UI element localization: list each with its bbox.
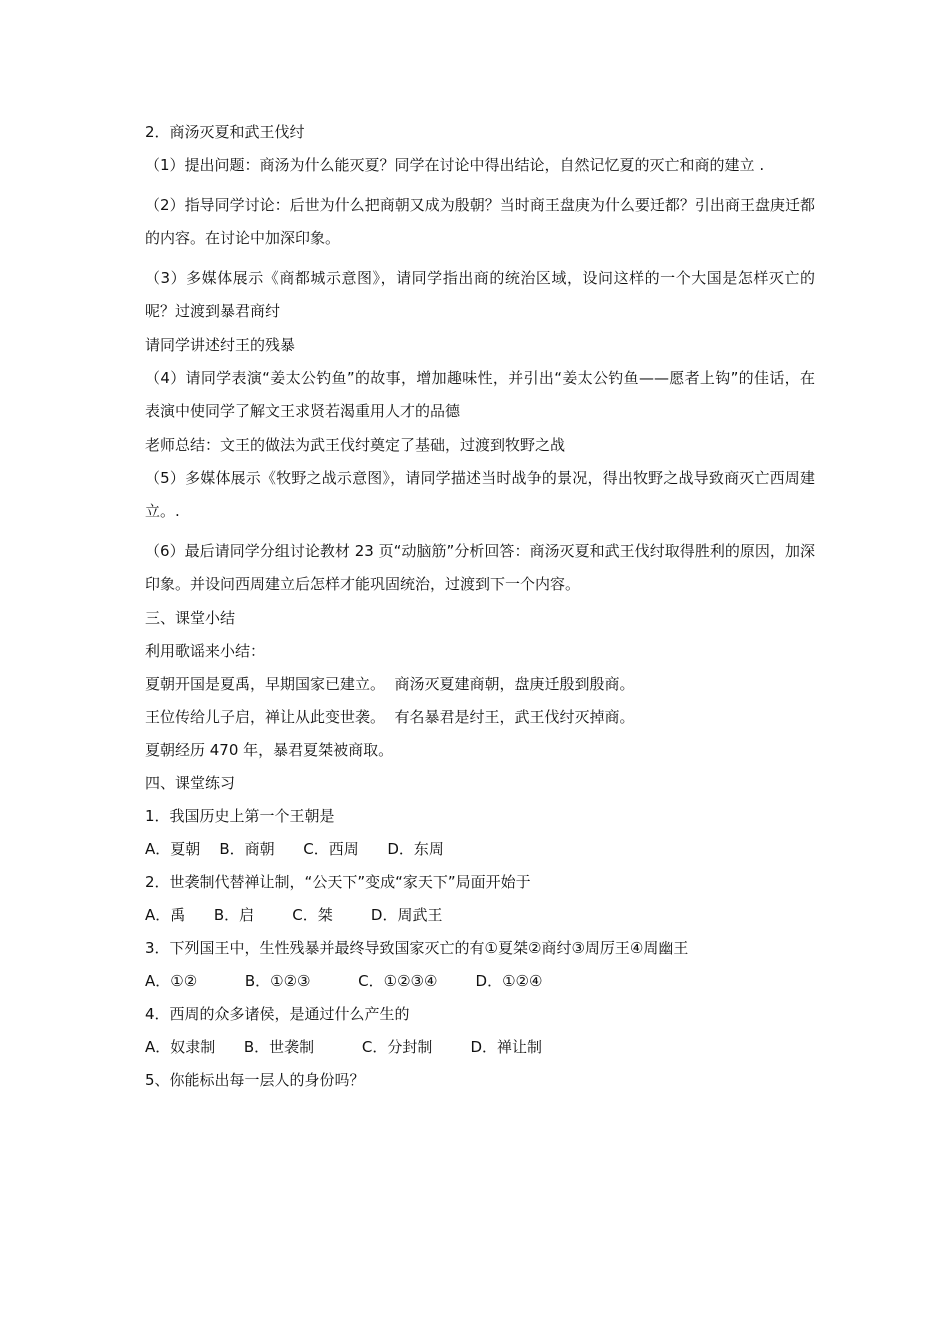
- paragraph-5: [145, 462, 815, 528]
- paragraph-6: [145, 535, 815, 601]
- paragraph-2: [145, 189, 815, 255]
- summary-intro: 利用歌谣来小结：: [145, 642, 266, 660]
- paragraph-1-text: （1）提出问题：商汤为什么能灭夏？同学在讨论中得出结论，自然记忆夏的灭亡和商的建立 .: [145, 156, 765, 174]
- question-4-options: A．奴隶制 B．世袭制 C．分封制 D．禅让制: [145, 1038, 543, 1056]
- question-2-options: A．禹 B．启 C．桀 D．周武王: [145, 906, 443, 924]
- section-heading-summary: 三、课堂小结: [145, 609, 236, 627]
- rhyme-line-3: 夏朝经历 470 年，暴君夏桀被商取。: [145, 741, 394, 759]
- question-3-options: A．①② B．①②③ C．①②③④ D．①②④: [145, 972, 543, 990]
- paragraph-6-text: （6）最后请同学分组讨论教材 23 页“动脑筋”分析回答：商汤灭夏和武王伐纣取得胜利的原因，加深印象。并设问西周建立后怎样才能巩固统治，过渡到下一个内容。: [145, 542, 815, 593]
- paragraph-4: [145, 362, 815, 428]
- teacher-summary: 老师总结：文王的做法为武王伐纣奠定了基础，过渡到牧野之战: [145, 436, 566, 454]
- question-4: 4．西周的众多诸侯，是通过什么产生的: [145, 1005, 410, 1023]
- document-body: [145, 122, 815, 1103]
- question-2: 2．世袭制代替禅让制，“公天下”变成“家天下”局面开始于: [145, 873, 531, 891]
- paragraph-4-text: （4）请同学表演“姜太公钓鱼”的故事，增加趣味性，并引出“姜太公钓鱼——愿者上钩”的佳话，在表演中使同学了解文王求贤若渴重用人才的品德: [145, 369, 815, 420]
- question-3: 3．下列国王中，生性残暴并最终导致国家灭亡的有①夏桀②商纣③周厉王④周幽王: [145, 939, 689, 957]
- question-5: 5、你能标出每一层人的身份吗？: [145, 1071, 365, 1089]
- paragraph-2-text: （2）指导同学讨论：后世为什么把商朝又成为殷朝？当时商王盘庚为什么要迁都？引出商王盘庚迁都的内容。在讨论中加深印象。: [145, 196, 815, 247]
- paragraph-3: [145, 262, 815, 328]
- paragraph-5-text: （5）多媒体展示《牧野之战示意图》，请同学描述当时战争的景况，得出牧野之战导致商灭亡西周建立。.: [145, 469, 815, 520]
- paragraph-3-followup: 请同学讲述纣王的残暴: [145, 336, 296, 354]
- paragraph-1: [145, 149, 815, 182]
- question-1: 1．我国历史上第一个王朝是: [145, 807, 335, 825]
- section-heading-shang-tang: 2．商汤灭夏和武王伐纣: [145, 123, 305, 141]
- paragraph-3-text: （3）多媒体展示《商都城示意图》，请同学指出商的统治区域，设问这样的一个大国是怎样灭亡的呢？过渡到暴君商纣: [145, 269, 815, 320]
- question-1-options: A．夏朝 B．商朝 C．西周 D．东周: [145, 840, 444, 858]
- rhyme-line-1: 夏朝开国是夏禹，早期国家已建立。 商汤灭夏建商朝，盘庚迁殷到殷商。: [145, 675, 635, 693]
- section-heading-exercises: 四、课堂练习: [145, 774, 236, 792]
- rhyme-line-2: 王位传给儿子启，禅让从此变世袭。 有名暴君是纣王，武王伐纣灭掉商。: [145, 708, 635, 726]
